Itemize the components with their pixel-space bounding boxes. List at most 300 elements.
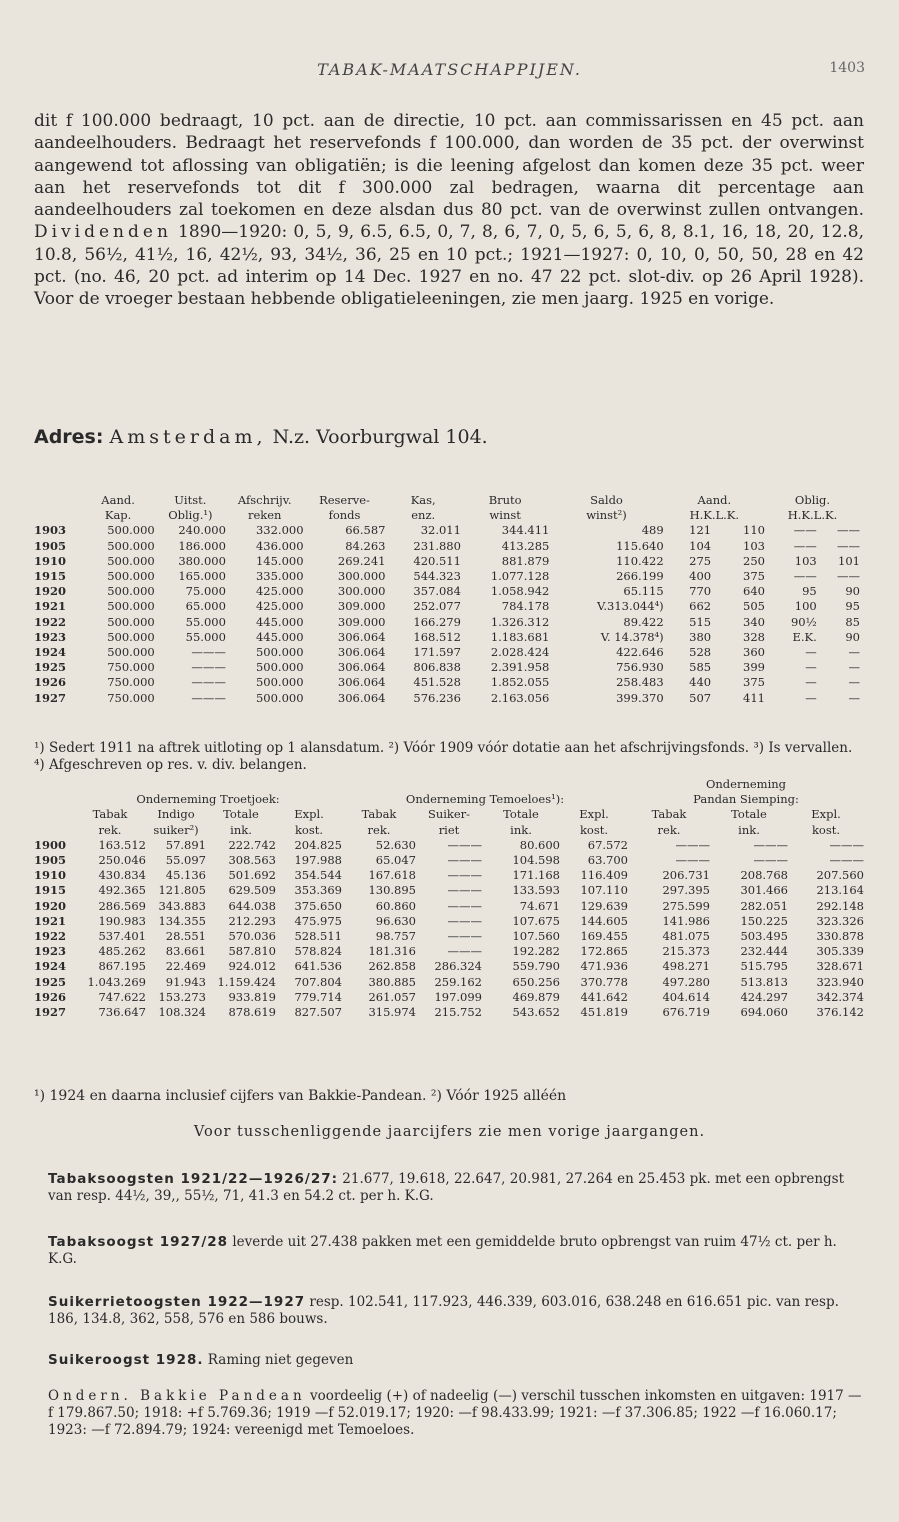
- table-header-row: [34, 792, 864, 807]
- table-cell: 475.975: [294, 913, 342, 928]
- table-cell: 399: [743, 660, 765, 675]
- column-header: suiker²): [153, 822, 199, 837]
- table-cell: 103: [743, 538, 765, 553]
- table-cell: 328.671: [816, 959, 864, 974]
- table-cell: 544.323: [413, 569, 461, 584]
- table2-footnotes: ¹) 1924 en daarna inclusief cijfers van Bakkie-Pandean. ²) Vóór 1925 alléén: [34, 1088, 567, 1104]
- column-header: H.K.L.K.: [689, 508, 740, 523]
- year-cell: 1905: [34, 538, 67, 553]
- paragraph-lead: Tabaksoogst 1927/28: [48, 1234, 229, 1250]
- table-cell: ———: [675, 853, 710, 868]
- table-cell: 507: [689, 690, 712, 705]
- table-cell: 215.752: [434, 1005, 482, 1020]
- table-header-row: [34, 823, 864, 838]
- table-cell: 2.028.424: [490, 645, 550, 660]
- table-cell: 165.000: [178, 569, 226, 584]
- table-cell: 445.000: [255, 614, 304, 629]
- table-cell: 330.878: [816, 929, 864, 944]
- table-cell: 28.551: [165, 929, 206, 944]
- table-cell: ——: [793, 538, 817, 553]
- column-header: rek.: [98, 822, 122, 837]
- table-cell: —: [848, 660, 860, 675]
- table-cell: ——: [837, 538, 860, 553]
- dividend-label: Dividenden: [34, 222, 172, 243]
- table-cell: 107.110: [580, 883, 628, 898]
- column-header: winst²): [586, 508, 627, 523]
- table-cell: 641.536: [294, 959, 342, 974]
- table-cell: 469.879: [512, 989, 560, 1004]
- table-cell: ——: [837, 523, 860, 538]
- table-cell: 424.297: [740, 989, 788, 1004]
- table-cell: —: [805, 690, 817, 705]
- column-header: kost.: [579, 822, 609, 837]
- table-cell: 60.860: [375, 898, 416, 913]
- table-cell: 500.000: [107, 569, 155, 584]
- dividend-text: 1890—1920: 0, 5, 9, 6.5, 6.5, 0, 7, 8, 6, 7, 0, 5, 6, 5, 6, 8, 8.1, 16, 18, 20, 12.8, 10.8, 56½, 41½, 16, 42½, 93, 34½, 36, 25 en 10 pct.; 1921—1927: 0, 10, 0, 50, 50, 28 en 42 pct. (no. 46, 20 pct. ad interim op 14 Dec. 1927 en no. 47 22 pct. slot-div. op 26 April 1928). Voor de vroeger bestaan hebbende obligatieleeningen, zie men jaarg. 1925 en vorige.: [34, 222, 865, 310]
- table-cell: 1.077.128: [490, 569, 550, 584]
- table-cell: 881.879: [501, 553, 550, 568]
- table-cell: 32.011: [420, 523, 461, 538]
- estate-table: [34, 777, 864, 1020]
- table-cell: 232.444: [740, 944, 788, 959]
- table-cell: 163.512: [98, 837, 146, 852]
- table-cell: 360: [743, 645, 765, 660]
- year-cell: 1923: [34, 944, 67, 959]
- table-cell: 55.097: [165, 853, 206, 868]
- column-header: Aand.: [101, 493, 135, 507]
- table-cell: 559.790: [512, 959, 560, 974]
- table-cell: E.K.: [792, 629, 817, 644]
- table-cell: 252.077: [413, 599, 461, 614]
- table-cell: 150.225: [740, 913, 788, 928]
- table-cell: 110.422: [616, 553, 664, 568]
- year-cell: 1927: [34, 690, 67, 705]
- paragraph-text: Raming niet gegeven: [203, 1352, 354, 1368]
- column-header: Oblig.¹): [168, 508, 213, 523]
- table-cell: 308.563: [228, 853, 276, 868]
- table-row: [34, 539, 860, 554]
- table-cell: 503.495: [740, 929, 788, 944]
- table-cell: ———: [447, 883, 482, 898]
- table-cell: 65.047: [375, 853, 416, 868]
- table-cell: 55.000: [185, 614, 226, 629]
- year-cell: 1905: [34, 853, 67, 868]
- table-cell: 500.000: [255, 675, 304, 690]
- table-cell: 300.000: [337, 584, 386, 599]
- table-cell: 286.324: [434, 959, 482, 974]
- table-cell: 380.000: [178, 553, 226, 568]
- suikerrietoogsten-paragraph: [48, 1294, 864, 1328]
- table-cell: 500.000: [107, 553, 155, 568]
- column-header: kost.: [811, 822, 841, 837]
- table-cell: 104.598: [512, 853, 560, 868]
- table-cell: 83.661: [165, 944, 206, 959]
- table-cell: 750.000: [107, 660, 155, 675]
- table-cell: 212.293: [228, 913, 276, 928]
- column-header: Afschrijv.: [237, 493, 292, 507]
- table-cell: 144.605: [580, 913, 628, 928]
- group-header: Onderneming Temoeloes¹):: [405, 792, 565, 807]
- table-row: [34, 630, 860, 645]
- table-cell: 332.000: [255, 523, 304, 538]
- table-cell: 528: [689, 645, 712, 660]
- table-cell: 167.618: [368, 868, 416, 883]
- table-cell: 130.895: [368, 883, 416, 898]
- table-row: [34, 523, 860, 538]
- column-header: rek.: [657, 822, 681, 837]
- table-cell: 315.974: [368, 1005, 416, 1020]
- table-cell: 108.324: [158, 1005, 206, 1020]
- running-header: [0, 60, 899, 84]
- table-cell: 275.599: [662, 898, 710, 913]
- table-cell: 413.285: [501, 538, 550, 553]
- column-header: Saldo: [590, 493, 623, 507]
- table-cell: ———: [447, 853, 482, 868]
- table-row: [34, 929, 864, 944]
- table-cell: 784.178: [501, 599, 550, 614]
- table-cell: 258.483: [616, 675, 664, 690]
- table-cell: 240.000: [178, 523, 226, 538]
- column-header: riet: [438, 822, 460, 837]
- table-cell: ———: [447, 837, 482, 852]
- table1-footnotes: ¹) Sedert 1911 na aftrek uitloting op 1 alansdatum. ²) Vóór 1909 vóór dotatie aan het afschrijvingsfonds. ³) Is vervallen. ⁴) Afgeschreven op res. v. div. belangen.: [34, 740, 853, 773]
- table-cell: —: [805, 660, 817, 675]
- table-cell: ———: [753, 837, 788, 852]
- table-cell: 89.422: [623, 614, 664, 629]
- table-cell: 215.373: [662, 944, 710, 959]
- table-cell: ——: [837, 569, 860, 584]
- paragraph-text: resp. 102.541, 117.923, 446.339, 603.016, 638.248 en 616.651 pic. van resp. 186, 134.8, 362, 558, 576 en 586 bouws.: [48, 1294, 839, 1327]
- table-cell: V. 14.378⁴): [600, 629, 664, 644]
- column-header: Aand.: [697, 493, 732, 507]
- table-row: [34, 853, 864, 868]
- table-cell: 171.597: [413, 645, 461, 660]
- year-cell: 1910: [34, 553, 67, 568]
- table-cell: 451.819: [580, 1005, 628, 1020]
- table-cell: 411: [743, 690, 765, 705]
- header-title: TABAK-MAATSCHAPPIJEN.: [317, 60, 582, 79]
- table-cell: 485.262: [98, 944, 146, 959]
- table-cell: 500.000: [107, 523, 155, 538]
- table-cell: ———: [191, 675, 226, 690]
- table-cell: 640: [743, 584, 765, 599]
- table-cell: 756.930: [616, 660, 664, 675]
- suikeroogst-paragraph: [48, 1352, 864, 1369]
- paragraph-text: 21.677, 19.618, 22.647, 20.981, 27.264 en 25.453 pk. met een opbrengst van resp. 44½, 39,, 55½, 71, 41.3 en 54.2 ct. per h. K.G.: [48, 1171, 845, 1204]
- table-cell: 168.512: [413, 629, 461, 644]
- table-cell: 269.241: [337, 553, 386, 568]
- table-cell: 498.271: [662, 959, 710, 974]
- table-cell: ———: [191, 645, 226, 660]
- table-header-row: [34, 493, 860, 508]
- column-header: ink.: [510, 822, 532, 837]
- table-cell: 197.988: [294, 853, 342, 868]
- table-cell: 266.199: [616, 569, 664, 584]
- table-cell: 492.365: [98, 883, 146, 898]
- table-cell: 103: [794, 553, 817, 568]
- column-header: Uitst.: [174, 493, 207, 507]
- column-header: Indigo: [157, 807, 195, 822]
- column-header: fonds: [328, 508, 361, 523]
- table-cell: 328: [743, 629, 765, 644]
- table-cell: 231.880: [413, 538, 461, 553]
- table-cell: 425.000: [255, 584, 304, 599]
- table-cell: 806.838: [413, 660, 461, 675]
- table-cell: 262.858: [368, 959, 416, 974]
- table-cell: 471.936: [580, 959, 628, 974]
- column-header: enz.: [411, 508, 436, 523]
- table-cell: 107.675: [512, 913, 560, 928]
- table-cell: 707.804: [294, 974, 342, 989]
- table-cell: 66.587: [345, 523, 386, 538]
- table-cell: 67.572: [587, 837, 628, 852]
- paragraph-text: voordeelig (+) of nadeelig (—) verschil tusschen inkomsten en uitgaven: 1917 —f 179.867.50; 1918: +f 5.769.36; 1919 —f 52.019.17; 1920: —f 98.433.99; 1921: —f 37.306.85; 1922 —f 16.060.17; 1923: —f 72.894.79; 1924: vereenigd met Temoeloes.: [48, 1388, 862, 1438]
- table-cell: 192.282: [512, 944, 560, 959]
- table-cell: 45.136: [165, 868, 206, 883]
- table-cell: 422.646: [616, 645, 664, 660]
- table-row: [34, 645, 860, 660]
- column-header: reken: [247, 508, 282, 523]
- table-cell: 1.183.681: [490, 629, 550, 644]
- year-cell: 1922: [34, 614, 67, 629]
- year-cell: 1921: [34, 913, 67, 928]
- table-cell: 425.000: [255, 599, 304, 614]
- group-header-top: Onderneming: [705, 777, 787, 791]
- table-cell: 204.825: [294, 837, 342, 852]
- intro-paragraph: [34, 110, 864, 311]
- table-cell: 515.795: [740, 959, 788, 974]
- table-cell: 515: [689, 614, 712, 629]
- table-cell: 80.600: [519, 837, 560, 852]
- table-cell: 481.075: [662, 929, 710, 944]
- table-cell: 445.000: [255, 629, 304, 644]
- table-cell: 441.642: [580, 989, 628, 1004]
- column-header: ink.: [738, 822, 760, 837]
- table-cell: 57.891: [165, 837, 206, 852]
- year-cell: 1920: [34, 898, 67, 913]
- column-header: Expl.: [294, 807, 324, 822]
- table-cell: 95: [845, 599, 860, 614]
- table-cell: 129.639: [580, 898, 628, 913]
- table-cell: 121: [689, 523, 712, 538]
- table-row: [34, 914, 864, 929]
- table-header-row: [34, 508, 860, 523]
- table-cell: 306.064: [337, 675, 386, 690]
- table-cell: 570.036: [228, 929, 276, 944]
- table-cell: 662: [689, 599, 712, 614]
- table-cell: 2.163.056: [490, 690, 550, 705]
- year-cell: 1926: [34, 675, 67, 690]
- table-cell: 585: [689, 660, 712, 675]
- address-street: N.z. Voorburgwal 104.: [272, 426, 488, 448]
- table-cell: ———: [447, 929, 482, 944]
- column-header: Reserve-: [319, 493, 370, 507]
- table-cell: 282.051: [740, 898, 788, 913]
- table-cell: 878.619: [228, 1005, 276, 1020]
- table-cell: 867.195: [98, 959, 146, 974]
- table-cell: 399.370: [616, 690, 664, 705]
- table-cell: 779.714: [294, 989, 342, 1004]
- column-header: Tabak: [92, 807, 128, 822]
- table-cell: 100: [794, 599, 817, 614]
- table-cell: 190.983: [98, 913, 146, 928]
- table-cell: 650.256: [512, 974, 560, 989]
- table-cell: —: [848, 690, 860, 705]
- table-cell: 323.326: [816, 913, 864, 928]
- table-cell: 543.652: [512, 1005, 560, 1020]
- table-cell: 747.622: [98, 989, 146, 1004]
- table-cell: 110: [743, 523, 765, 538]
- table-row: [34, 990, 864, 1005]
- table-cell: 107.560: [512, 929, 560, 944]
- table-row: [34, 691, 860, 706]
- bakkie-pandean-paragraph: [48, 1388, 864, 1439]
- group-header: Onderneming Troetjoek:: [136, 792, 280, 807]
- table-cell: 153.273: [158, 989, 206, 1004]
- table-cell: V.313.044⁴): [597, 599, 664, 614]
- table-cell: 430.834: [98, 868, 146, 883]
- year-cell: 1915: [34, 569, 67, 584]
- table-cell: 305.339: [816, 944, 864, 959]
- column-header: H.K.L.K.: [787, 508, 838, 523]
- table-cell: 578.824: [294, 944, 342, 959]
- table-cell: 207.560: [816, 868, 864, 883]
- vorige-jaargangen-note: Voor tusschenliggende jaarcijfers zie men vorige jaargangen.: [193, 1124, 706, 1140]
- table-cell: ———: [447, 898, 482, 913]
- table-cell: 1.159.424: [217, 974, 276, 989]
- table-cell: 275: [689, 553, 712, 568]
- table-row: [34, 615, 860, 630]
- table-cell: 91.943: [165, 974, 206, 989]
- table-cell: ——: [793, 523, 817, 538]
- year-cell: 1927: [34, 1005, 67, 1020]
- table-cell: 500.000: [107, 614, 155, 629]
- table-cell: 500.000: [255, 660, 304, 675]
- table-cell: 121.805: [158, 883, 206, 898]
- table-cell: 261.057: [368, 989, 416, 1004]
- table-cell: 440: [689, 675, 712, 690]
- table-cell: 342.374: [816, 989, 864, 1004]
- table-cell: 376.142: [816, 1005, 864, 1020]
- year-cell: 1915: [34, 883, 67, 898]
- table-row: [34, 660, 860, 675]
- table-cell: 1.326.312: [490, 614, 550, 629]
- address-label: Adres:: [34, 426, 104, 448]
- table-cell: 250.046: [98, 853, 146, 868]
- year-cell: 1922: [34, 929, 67, 944]
- year-cell: 1910: [34, 868, 67, 883]
- column-header: winst: [489, 508, 521, 523]
- year-cell: 1920: [34, 584, 67, 599]
- table-header-row: [34, 807, 864, 822]
- table-cell: 297.395: [662, 883, 710, 898]
- column-header: Bruto: [488, 493, 522, 507]
- table-cell: 500.000: [107, 584, 155, 599]
- year-cell: 1903: [34, 523, 67, 538]
- table-cell: 451.528: [413, 675, 461, 690]
- table-row: [34, 959, 864, 974]
- table-cell: 133.593: [512, 883, 560, 898]
- table-cell: 181.316: [368, 944, 416, 959]
- table-cell: 206.731: [662, 868, 710, 883]
- table-cell: 286.569: [98, 898, 146, 913]
- column-header: Oblig.: [794, 493, 831, 507]
- table-row: [34, 569, 860, 584]
- table-cell: 213.164: [816, 883, 864, 898]
- table-cell: 171.168: [512, 868, 560, 883]
- table-cell: 1.058.942: [490, 584, 550, 599]
- table-cell: ———: [447, 944, 482, 959]
- table-cell: 933.819: [228, 989, 276, 1004]
- column-header: Suiker-: [427, 807, 471, 822]
- table-cell: 354.544: [294, 868, 342, 883]
- table-cell: 375: [743, 675, 765, 690]
- table-cell: 750.000: [107, 690, 155, 705]
- balance-table: [34, 493, 860, 706]
- table-cell: 750.000: [107, 675, 155, 690]
- table-cell: 500.000: [107, 645, 155, 660]
- table-cell: 353.369: [294, 883, 342, 898]
- table-row: [34, 899, 864, 914]
- table-cell: 2.391.958: [490, 660, 550, 675]
- table-cell: 489: [641, 523, 664, 538]
- table-cell: 676.719: [662, 1005, 710, 1020]
- group-header: Pandan Siemping:: [693, 792, 799, 807]
- table-row: [34, 675, 860, 690]
- table-row: [34, 975, 864, 990]
- year-cell: 1924: [34, 645, 67, 660]
- table-cell: 500.000: [107, 629, 155, 644]
- table-cell: 513.813: [740, 974, 788, 989]
- table-cell: 497.280: [662, 974, 710, 989]
- table-cell: 340: [743, 614, 765, 629]
- table-cell: —: [805, 675, 817, 690]
- year-cell: 1923: [34, 629, 67, 644]
- page-number: 1403: [829, 60, 865, 76]
- table-cell: 309.000: [337, 614, 386, 629]
- table-cell: 301.466: [740, 883, 788, 898]
- table-cell: 629.509: [228, 883, 276, 898]
- table-cell: ——: [793, 569, 817, 584]
- table-cell: 500.000: [255, 690, 304, 705]
- table-cell: 380.885: [368, 974, 416, 989]
- table-cell: 75.000: [185, 584, 226, 599]
- table-cell: 95: [802, 584, 817, 599]
- table-cell: 924.012: [228, 959, 276, 974]
- table-cell: 166.279: [413, 614, 461, 629]
- table-cell: 222.742: [228, 837, 276, 852]
- year-cell: 1900: [34, 837, 67, 852]
- table-cell: 827.507: [294, 1005, 342, 1020]
- table-cell: 501.692: [228, 868, 276, 883]
- table-cell: 644.038: [228, 898, 276, 913]
- table-cell: ———: [447, 868, 482, 883]
- table-cell: ———: [753, 853, 788, 868]
- table-cell: 300.000: [337, 569, 386, 584]
- table-header-row: [34, 777, 864, 792]
- table-cell: 576.236: [413, 690, 461, 705]
- table-cell: 115.640: [616, 538, 664, 553]
- table-cell: 404.614: [662, 989, 710, 1004]
- table-cell: 55.000: [185, 629, 226, 644]
- table-cell: ———: [829, 837, 864, 852]
- table-cell: 335.000: [255, 569, 304, 584]
- table-cell: 370.778: [580, 974, 628, 989]
- paragraph-lead: Suikerrietoogsten 1922—1927: [48, 1294, 306, 1310]
- table-cell: 380: [689, 629, 712, 644]
- table-cell: 186.000: [178, 538, 226, 553]
- column-header: Kap.: [104, 508, 132, 523]
